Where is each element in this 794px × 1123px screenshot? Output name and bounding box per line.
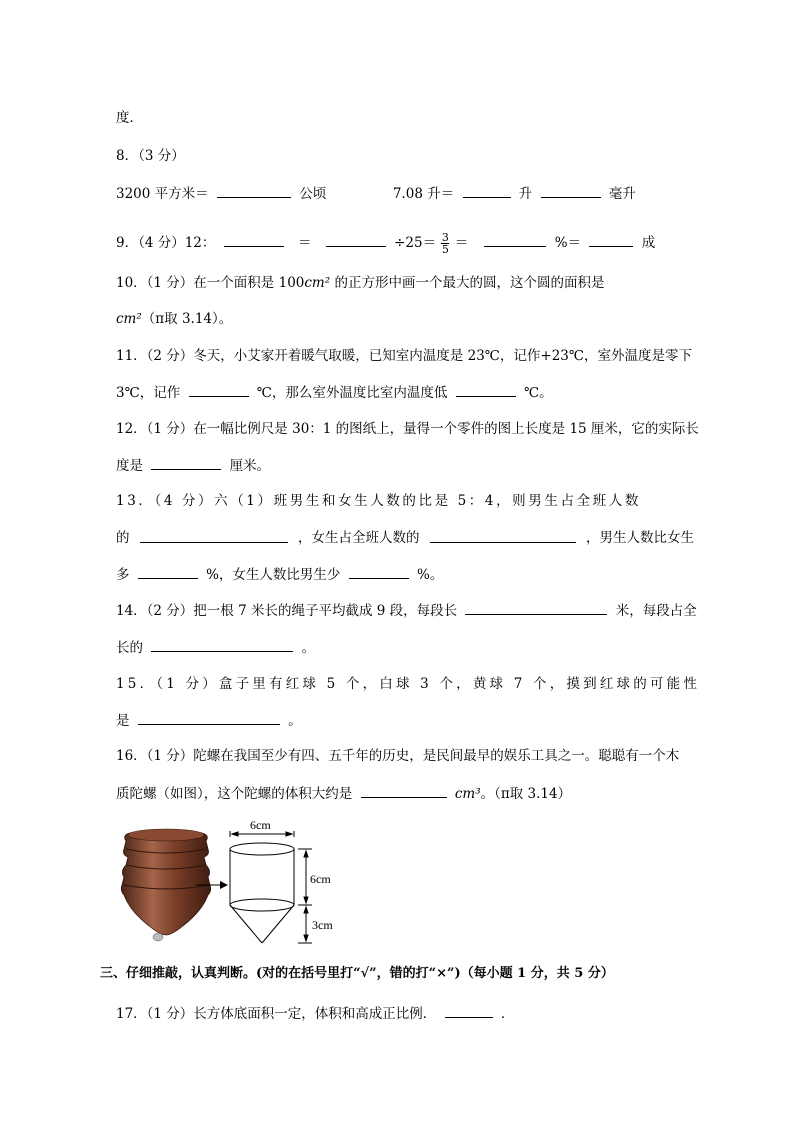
answer-blank [151,455,221,470]
q13-text-b2: ，女生占全班人数的 [298,530,420,546]
q16-unit: cm³ [454,786,481,802]
question-15-line-2 [116,710,302,731]
question-8-header [116,146,185,166]
q16-text-b2: 。（π取 3.14） [480,786,572,802]
q8-part-b-unit1: 升 [518,186,533,202]
cylinder-cone-diagram [230,831,312,943]
answer-blank [151,637,293,652]
question-13-line-3 [116,564,443,585]
q15-text-b1: 是 [116,713,130,729]
question-10-line-2 [116,309,232,329]
q9-equals-2: ＝ [454,235,469,251]
question-11-line-1 [116,346,692,366]
line-continuation [116,108,143,128]
q11-text-b1: 3℃，记作 [116,385,181,401]
answer-blank [456,382,516,397]
question-13-line-1 [116,491,694,511]
question-10-line-1 [116,273,604,293]
q9-divide: ÷25＝ [394,235,437,251]
section-3-heading [100,964,614,984]
q8-part-a-unit: 公顷 [299,186,327,202]
fraction-numerator: 3 [441,231,449,244]
answer-blank [140,528,288,543]
answer-blank [445,1003,493,1018]
q10-unit-a: cm² [304,275,331,291]
question-15-line-1 [116,674,701,694]
answer-blank [217,183,291,198]
q14-text-b1: 长的 [116,640,143,656]
q16-text-b1: 质陀螺（如图），这个陀螺的体积大约是 [116,786,353,802]
q13-text-c2: %，女生人数比男生少 [206,567,341,583]
q8-part-b-unit2: 毫升 [608,186,636,202]
answer-blank [430,528,576,543]
q13-text-c1: 多 [116,567,130,583]
question-16-line-1 [116,746,679,766]
cylinder-height-label: 6cm [310,872,331,886]
q17-text: 17．（1 分）长方体底面积一定，体积和高成正比例． [116,1006,437,1022]
question-11-line-2 [116,382,553,403]
q12-text-a: 12．（1 分）在一幅比例尺是 30：1 的图纸上，量得一个零件的图上长度是 15 厘米，它的实际长 [116,421,699,437]
fraction-three-fifths [441,232,449,255]
spinning-top-figure [112,815,372,950]
answer-blank [484,232,546,247]
q12-text-b2: 厘米。 [229,458,271,474]
question-17 [116,1003,514,1024]
answer-blank [361,783,447,798]
answer-blank [326,232,386,247]
answer-blank [463,183,511,198]
answer-blank [138,564,198,579]
q13-text-b3: ，男生人数比女生 [586,530,694,546]
answer-blank [189,382,249,397]
q10-unit-b: cm² [116,311,142,327]
q16-text-a: 16．（1 分）陀螺在我国至少有四、五千年的历史，是民间最早的娱乐工具之一。聪聪有一个木 [116,748,680,764]
q11-text-a: 11．（2 分）冬天，小艾家开着暖气取暖，已知室内温度是 23℃，记作+23℃，室外温度是零下 [116,348,692,364]
fraction-denominator: 5 [441,243,449,256]
q10-text-a-rest: 的正方形中画一个最大的圆，这个圆的面积是 [334,275,605,291]
q8-part-b: 7.08 升＝ [392,186,455,202]
question-14-line-2 [116,637,315,658]
section-3-text: 三、仔细推敲，认真判断。(对的在括号里打“√”，错的打“×”)（每小题 1 分，共 5 分） [100,966,614,981]
answer-blank [349,564,409,579]
q9-header-text: 9．（4 分）12： [116,235,216,251]
answer-blank [465,600,607,615]
q13-text-a: 13．（4 分）六（1）班男生和女生人数的比是 5：4，则男生占全班人数 [116,493,641,509]
cone-height-label: 3cm [312,918,333,932]
q12-text-b1: 度是 [116,458,143,474]
answer-blank [138,710,280,725]
q14-text-b2: 。 [301,640,316,656]
question-8-body [116,183,636,204]
q9-cheng: 成 [641,235,656,251]
diameter-label: 6cm [250,818,271,832]
q9-percent: %＝ [554,235,582,251]
question-12-line-1 [116,419,699,439]
q14-text-a1: 14．（2 分）把一根 7 米长的绳子平均截成 9 段，每段长 [116,603,458,619]
answer-blank [589,232,633,247]
q14-text-a2: 米，每段占全 [615,603,697,619]
q10-text-a: 10．（1 分）在一个面积是 100 [116,275,305,291]
q11-text-b2: ℃，那么室外温度比室内温度低 [256,385,448,401]
q10-text-b: （π取 3.14）。 [141,311,233,327]
q17-end: ． [500,1006,515,1022]
q11-text-b3: ℃。 [524,385,553,401]
question-13-line-2 [116,528,694,548]
q13-text-c3: %。 [417,567,444,583]
answer-blank [541,183,601,198]
question-12-line-2 [116,455,270,476]
question-14-line-1 [116,600,697,621]
question-16-line-2 [116,783,571,804]
answer-blank [224,232,284,247]
q15-text-a: 15．（1 分）盒子里有红球 5 个，白球 3 个，黄球 7 个，摸到红球的可能性 [116,676,701,692]
q13-text-b1: 的 [116,530,130,546]
question-9 [116,232,655,255]
q9-equals: ＝ [298,235,312,251]
text-du: 度． [116,110,143,126]
q8-part-a: 3200 平方米＝ [116,186,209,202]
q15-text-b2: 。 [288,713,302,729]
q8-header-text: 8．（3 分） [116,148,185,164]
